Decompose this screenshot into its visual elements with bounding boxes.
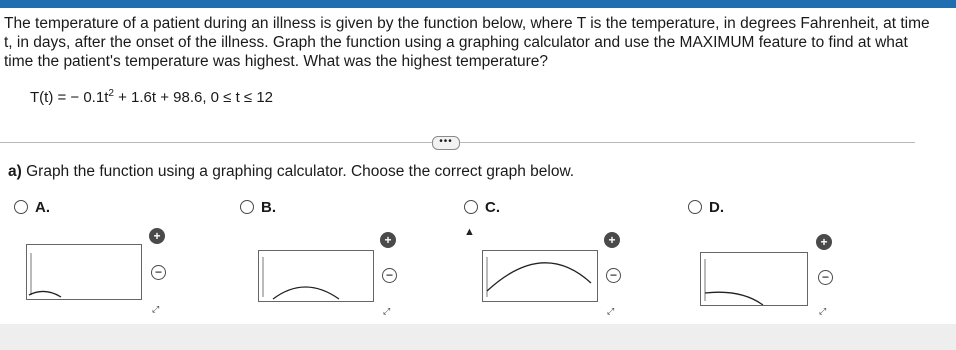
top-bar: [0, 0, 956, 8]
zoom-out-icon[interactable]: −: [151, 265, 166, 280]
mouse-cursor-icon: ▲: [464, 226, 475, 238]
zoom-out-icon[interactable]: −: [606, 268, 621, 283]
option-a-graph: [26, 244, 142, 300]
function-formula: [30, 88, 273, 106]
option-c-label: C.: [485, 199, 500, 216]
more-button[interactable]: •••: [432, 136, 460, 150]
popout-icon[interactable]: ⤢: [152, 304, 160, 314]
question-text: The temperature of a patient during an illness is given by the function below, where T is the temperature, in degrees Fahrenheit, at time t, in days, after the onset of the illness. Graph the function using a graphing calculator and use the MAXIMUM feature to find at what time the patient's temperature was highest. What was the highest temperature?: [4, 15, 930, 70]
option-d-curve: [701, 253, 807, 305]
formula-exponent: 2: [108, 88, 114, 99]
option-c-curve: [483, 251, 597, 301]
zoom-out-icon[interactable]: −: [818, 270, 833, 285]
zoom-in-icon[interactable]: +: [149, 228, 165, 244]
option-a[interactable]: [14, 200, 214, 330]
option-c-radio[interactable]: [464, 200, 478, 214]
popout-icon[interactable]: ⤢: [383, 306, 391, 316]
option-a-curve: [27, 245, 141, 299]
part-a-prefix: a): [8, 163, 22, 180]
option-c[interactable]: [464, 200, 664, 330]
option-b[interactable]: [240, 200, 440, 330]
part-a-text: Graph the function using a graphing calculator. Choose the correct graph below.: [21, 163, 575, 180]
popout-icon[interactable]: ⤢: [819, 306, 827, 316]
option-b-label: B.: [261, 199, 276, 216]
option-d-label: D.: [709, 199, 724, 216]
option-d-graph: [700, 252, 808, 306]
option-a-radio[interactable]: [14, 200, 28, 214]
bottom-strip: [0, 324, 956, 350]
option-b-graph: [258, 250, 374, 302]
option-d[interactable]: [688, 200, 888, 330]
option-c-graph: [482, 250, 598, 302]
zoom-out-icon[interactable]: −: [382, 268, 397, 283]
option-d-radio[interactable]: [688, 200, 702, 214]
option-b-curve: [259, 251, 373, 301]
option-b-radio[interactable]: [240, 200, 254, 214]
zoom-in-icon[interactable]: +: [816, 234, 832, 250]
formula-lhs: T(t) = − 0.1t: [30, 89, 109, 106]
formula-rhs: + 1.6t + 98.6, 0 ≤ t ≤ 12: [113, 89, 274, 106]
popout-icon[interactable]: ⤢: [607, 306, 615, 316]
option-a-label: A.: [35, 199, 50, 216]
zoom-in-icon[interactable]: +: [604, 232, 620, 248]
zoom-in-icon[interactable]: +: [380, 232, 396, 248]
part-a-prompt: [8, 163, 574, 181]
